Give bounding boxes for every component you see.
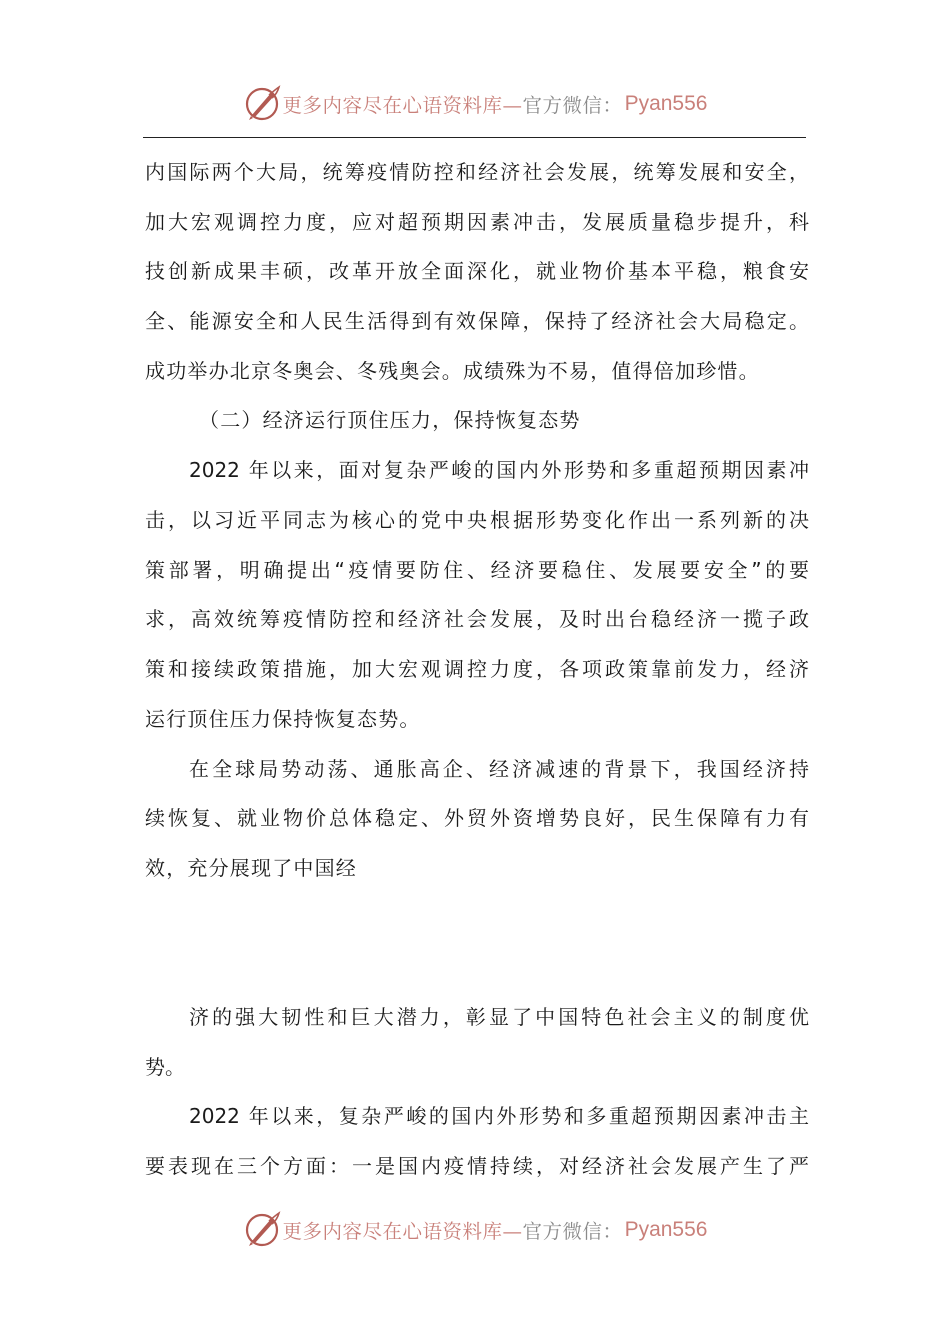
- header-wechat-label: 官方微信：: [522, 94, 623, 117]
- header-banner: [0, 82, 950, 126]
- body-line: 在全球局势动荡、通胀高企、经济减速的背景下，我国经济持: [189, 757, 809, 781]
- body-line: 加大宏观调控力度，应对超预期因素冲击，发展质量稳步提升，科: [145, 210, 809, 234]
- footer-banner: [0, 1208, 950, 1252]
- body-line: 策部署，明确提出“疫情要防住、经济要稳住、发展要安全”的要: [145, 558, 809, 582]
- body-line: 要表现在三个方面：一是国内疫情持续，对经济社会发展产生了严: [145, 1154, 809, 1178]
- body-line: 策和接续政策措施，加大宏观调控力度，各项政策靠前发力，经济: [145, 657, 809, 681]
- body-line: 效，充分展现了中国经: [145, 856, 357, 880]
- header-brand-text: 更多内容尽在心语资料库—: [282, 94, 523, 117]
- body-line: 运行顶住压力保持恢复态势。: [145, 707, 421, 731]
- pen-feather-logo-icon: [243, 85, 281, 123]
- body-line: 内国际两个大局，统筹疫情防控和经济社会发展，统筹发展和安全，: [145, 160, 809, 184]
- section-heading: （二）经济运行顶住压力，保持恢复态势: [199, 408, 581, 432]
- body-line: 成功举办北京冬奥会、冬残奥会。成绩殊为不易，值得倍加珍惜。: [145, 359, 760, 383]
- pen-feather-logo-icon: [243, 1211, 281, 1249]
- body-line: 求，高效统筹疫情防控和经济社会发展，及时出台稳经济一揽子政: [145, 607, 809, 631]
- footer-wechat-label: 官方微信：: [522, 1220, 623, 1243]
- footer-wechat-id: Pyan556: [624, 1218, 708, 1241]
- body-line: 击，以习近平同志为核心的党中央根据形势变化作出一系列新的决: [145, 508, 809, 532]
- body-line: 济的强大韧性和巨大潜力，彰显了中国特色社会主义的制度优: [189, 1005, 809, 1029]
- body-line: 全、能源安全和人民生活得到有效保障，保持了经济社会大局稳定。: [145, 309, 809, 333]
- body-line: 势。: [145, 1055, 185, 1079]
- header-divider: [143, 137, 806, 138]
- header-wechat-id: Pyan556: [624, 92, 708, 115]
- body-line: 续恢复、就业物价总体稳定、外贸外资增势良好，民生保障有力有: [145, 806, 809, 830]
- body-line: 2022 年以来，面对复杂严峻的国内外形势和多重超预期因素冲: [189, 458, 809, 482]
- footer-brand-text: 更多内容尽在心语资料库—: [282, 1220, 523, 1243]
- body-line: 技创新成果丰硕，改革开放全面深化，就业物价基本平稳，粮食安: [145, 259, 809, 283]
- body-line: 2022 年以来，复杂严峻的国内外形势和多重超预期因素冲击主: [189, 1104, 809, 1128]
